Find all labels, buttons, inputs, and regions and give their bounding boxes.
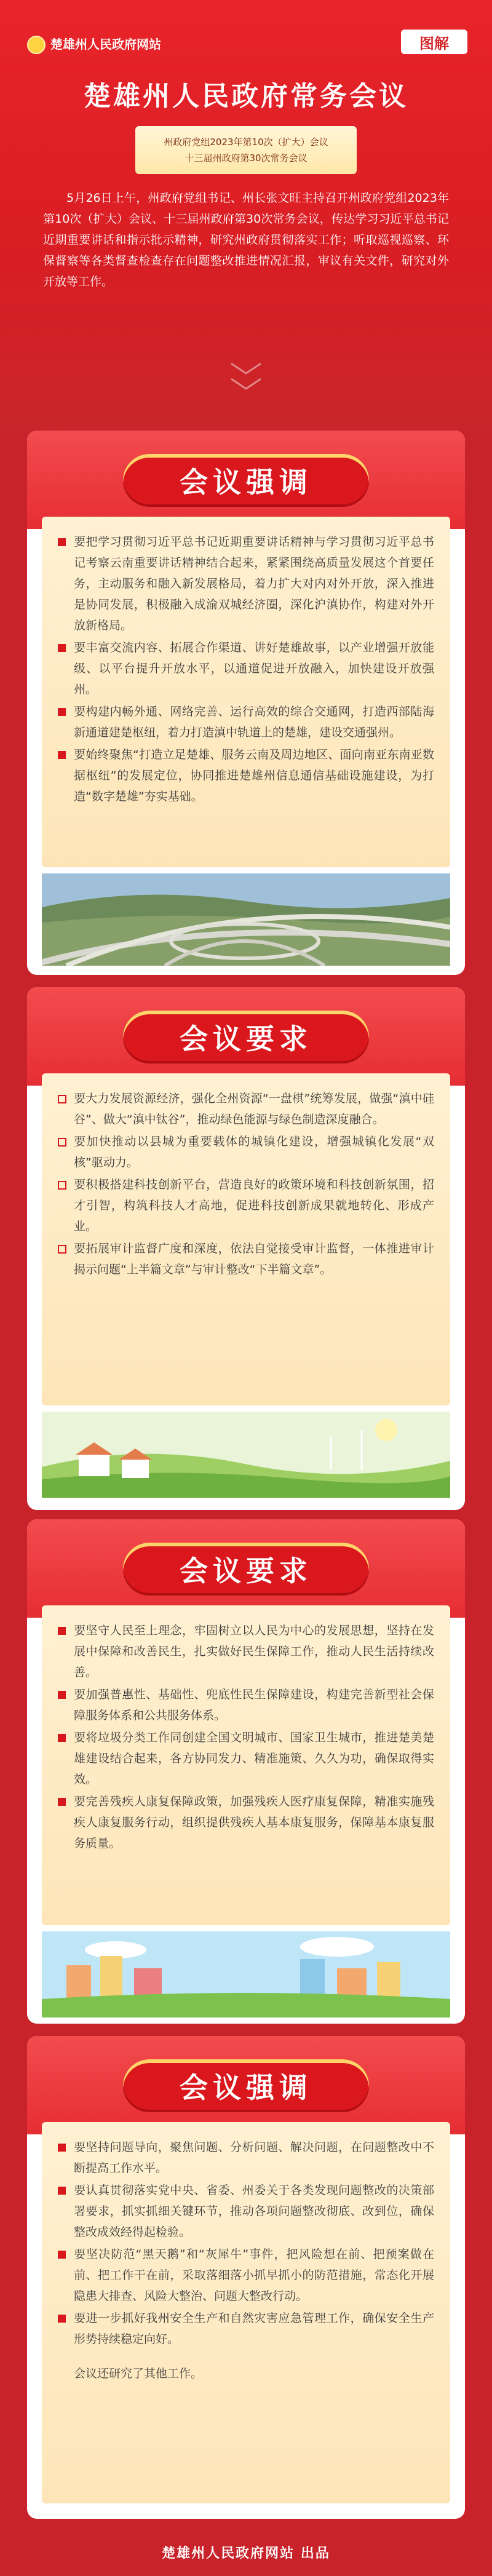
- section-body: [42, 1073, 450, 1405]
- footer-credit: 楚雄州人民政府网站 出品: [0, 2531, 492, 2576]
- section-meeting-emphasis-1: [27, 431, 465, 975]
- list-item: 要把学习贯彻习近平总书记近期重要讲话精神与学习贯彻习近平总书记考察云南重要讲话精神结合起来，紧紧围绕高质量发展这个首要任务，主动服务和融入新发展格局，着力扩大对内对外开放，深入推进是协同发展，积极融入成渝双城经济圈，深化沪滇协作，构建对外开放新格局。: [58, 531, 434, 636]
- section-meeting-emphasis-2: [27, 2036, 465, 2519]
- list-item: 要进一步抓好我州安全生产和自然灾害应急管理工作，确保安全生产形势持续稳定向好。: [58, 2308, 434, 2350]
- section-body: [42, 2122, 450, 2503]
- list-item: 要大力发展资源经济，强化全州资源“一盘棋”统筹发展，做强“滇中硅谷”、做大“滇中钛谷”，推动绿色能源与绿色制造深度融合。: [58, 1088, 434, 1130]
- site-name[interactable]: 楚雄州人民政府网站: [50, 37, 161, 52]
- village-landscape-image: [42, 1412, 450, 1498]
- page-title: 楚雄州人民政府常务会议: [84, 81, 408, 112]
- list-item: 要始终聚焦“打造立足楚雄、服务云南及周边地区、面向南亚东南亚数据枢纽”的发展定位，协同推进楚雄州信息通信基础设施建设，为打造“数字楚雄”夯实基础。: [58, 744, 434, 807]
- section-body: [42, 517, 450, 867]
- highway-interchange-image: [42, 873, 450, 966]
- section-title: 会议要求: [123, 1011, 369, 1063]
- list-item: 要积极搭建科技创新平台，营造良好的政策环境和科技创新氛围，招才引智，构筑科技人才高地，促进科技创新成果就地转化、形成产业。: [58, 1174, 434, 1237]
- section-body: [42, 1605, 450, 1925]
- emblem-icon: [27, 36, 46, 54]
- item-list: [42, 1605, 450, 1867]
- list-item: 要坚决防范“黑天鹅”和“灰犀牛”事件，把风险想在前、把预案做在前、把工作干在前，采取落细落小抓早抓小的防范措施，常态化开展隐患大排查、风险大整治、问题大整改行动。: [58, 2244, 434, 2307]
- meeting-subtitle-box: [135, 126, 357, 174]
- list-item: 要完善残疾人康复保障政策，加强残疾人医疗康复保障，精准实施残疾人康复服务行动，组织提供残疾人基本康复服务，保障基本康复服务质量。: [58, 1791, 434, 1854]
- list-item: 要将垃圾分类工作同创建全国文明城市、国家卫生城市，推进楚美楚雄建设结合起来，各方协同发力、精准施策、久久为功，确保取得实效。: [58, 1727, 434, 1790]
- list-item: 要丰富交流内容、拓展合作渠道、讲好楚雄故事，以产业增强开放能级、以平台提升开放水平，以通道促进开放融入，加快建设开放强州。: [58, 637, 434, 700]
- intro-paragraph: 5月26日上午，州政府党组书记、州长张文旺主持召开州政府党组2023年第10次（扩大）会议、十三届州政府第30次常务会议，传达学习习近平总书记近期重要讲话和指示批示精神，研究州政府贯彻落实工作；听取巡视巡察、环保督察等各类督查检查存在问题整改推进情况汇报，审议有关文件，研究对外开放等工作。: [43, 191, 449, 288]
- list-item: 要坚守人民至上理念，牢固树立以人民为中心的发展思想，坚持在发展中保障和改善民生，扎实做好民生保障工作，推动人民生活持续改善。: [58, 1620, 434, 1683]
- item-list: [42, 517, 450, 821]
- section-title: 会议要求: [123, 1543, 369, 1596]
- closing-text: 会议还研究了其他工作。: [74, 2367, 203, 2380]
- item-list: [42, 1073, 450, 1294]
- section-title: 会议强调: [123, 2059, 369, 2112]
- header: [0, 0, 492, 431]
- section-meeting-requirements-2: [27, 1519, 465, 2024]
- list-item: 要拓展审计监督广度和深度，依法自觉接受审计监督，一体推进审计揭示问题“上半篇文章”与审计整改“下半篇文章”。: [58, 1238, 434, 1280]
- list-item: 要加强普惠性、基础性、兜底性民生保障建设，构建完善新型社会保障服务体系和公共服务体系。: [58, 1684, 434, 1726]
- infographic-tag: 图解: [401, 30, 467, 54]
- subtitle-line-2: 十三届州政府第30次常务会议: [184, 153, 308, 164]
- list-item: 要认真贯彻落实党中央、省委、州委关于各类发现问题整改的决策部署要求，抓实抓细关键环节，推动各项问题整改彻底、改到位，确保整改成效经得起检验。: [58, 2180, 434, 2243]
- chevron-down-icon: [228, 375, 264, 394]
- list-item: 要加快推动以县城为重要载体的城镇化建设，增强城镇化发展“双核”驱动力。: [58, 1131, 434, 1173]
- list-item: 要构建内畅外通、网络完善、运行高效的综合交通网，打造西部陆海新通道建楚枢纽，着力打造滇中轨道上的楚雄，建设交通强州。: [58, 701, 434, 743]
- list-item: 要坚持问题导向，聚焦问题、分析问题、解决问题，在问题整改中不断提高工作水平。: [58, 2137, 434, 2179]
- subtitle-line-1: 州政府党组2023年第10次（扩大）会议: [164, 137, 328, 148]
- city-illustration-image: [42, 1931, 450, 2017]
- item-list: [42, 2122, 450, 2363]
- section-meeting-requirements-1: [27, 987, 465, 1510]
- section-title: 会议强调: [123, 454, 369, 507]
